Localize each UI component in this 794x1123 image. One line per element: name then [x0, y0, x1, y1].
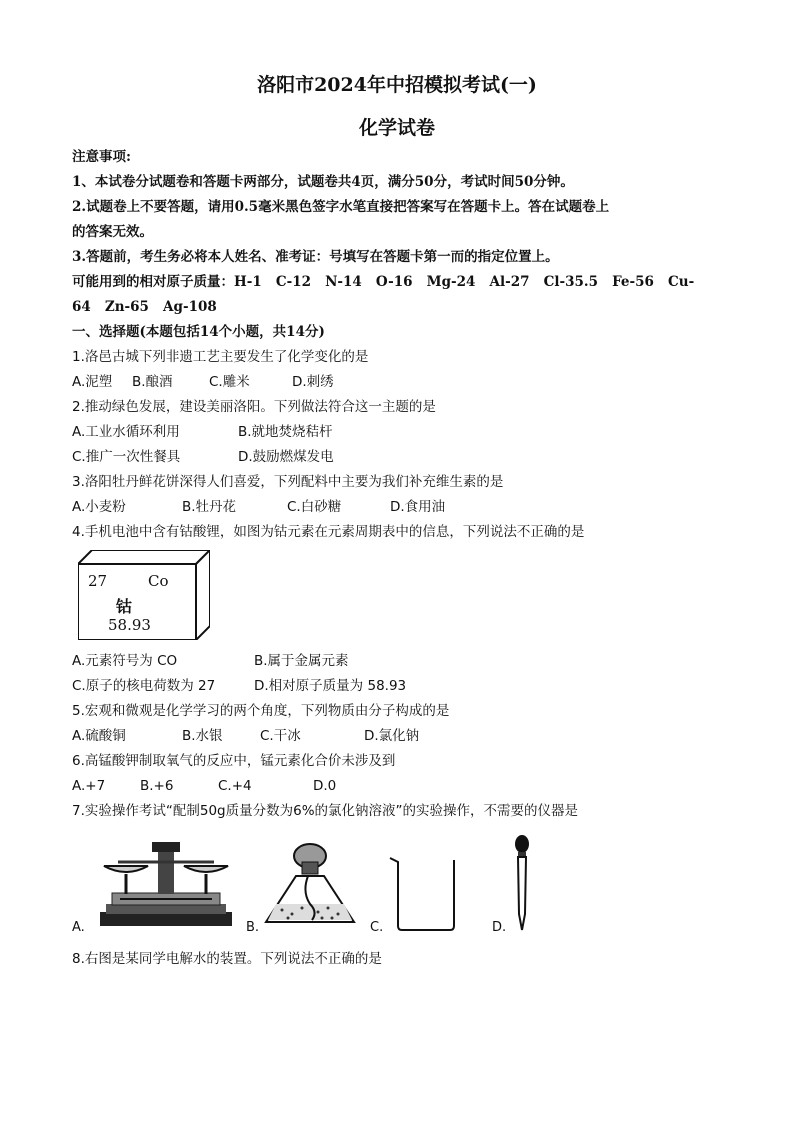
- q3-option-b: B.牡丹花: [182, 499, 237, 515]
- q7-option-a: A.: [72, 920, 85, 935]
- notice-item-3: 3.答题前，考生务必将本人姓名、准考证：号填写在答题卡第一而的指定位置上。: [72, 249, 559, 265]
- q2-option-b: B.就地焚烧秸杆: [238, 424, 333, 440]
- question-6-options: [72, 777, 336, 795]
- q5-option-b: B.水银: [182, 728, 223, 744]
- question-3-options: [72, 498, 445, 516]
- q1-option-c: C.雕米: [209, 374, 250, 390]
- notice-item-2: 2.试题卷上不要答题，请用0.5毫米黑色签字水笔直接把答案写在答题卡上。答在试题卷上: [72, 199, 610, 215]
- q5-option-d: D.氯化钠: [364, 728, 420, 744]
- q6-option-a: A.+7: [72, 778, 106, 794]
- atomic-mass-line-2: 64 Zn-65 Ag-108: [72, 299, 217, 315]
- alcohol-lamp-icon: [262, 842, 358, 934]
- q3-option-c: C.白砂糖: [287, 499, 342, 515]
- question-2-stem: 2.推动绿色发展，建设美丽洛阳。下列做法符合这一主题的是: [72, 399, 436, 415]
- exam-title: 洛阳市2024年中招模拟考试(一): [257, 74, 537, 96]
- q1-option-a: A.泥塑: [72, 374, 113, 390]
- q3-option-d: D.食用油: [390, 499, 446, 515]
- atomic-mass: 58.93: [108, 616, 151, 634]
- q4-option-a: A.元素符号为 CO: [72, 653, 178, 669]
- q1-option-d: D.刺绣: [292, 374, 334, 390]
- q5-option-c: C.干冰: [260, 728, 301, 744]
- question-5-options: [72, 727, 419, 745]
- question-1-options: [72, 373, 334, 391]
- beaker-icon: [388, 856, 464, 932]
- question-5-stem: 5.宏观和微观是化学学习的两个角度，下列物质由分子构成的是: [72, 703, 450, 719]
- element-name: 钴: [116, 597, 133, 616]
- question-2-options-row1: [72, 423, 333, 441]
- question-2-options-row2: [72, 448, 334, 466]
- exam-subject: 化学试卷: [358, 117, 435, 139]
- q6-option-b: B.+6: [140, 778, 174, 794]
- q7-option-d: D.: [492, 920, 507, 935]
- q2-option-a: A.工业水循环利用: [72, 424, 180, 440]
- periodic-table-cell: [78, 550, 210, 640]
- question-4-options-row2: [72, 677, 406, 695]
- notice-item-2-cont: 的答案无效。: [72, 224, 153, 240]
- question-1-stem: 1.洛邑古城下列非遗工艺主要发生了化学变化的是: [72, 349, 369, 365]
- atomic-number: 27: [88, 572, 108, 590]
- question-4-options-row1: [72, 652, 349, 670]
- q4-option-d: D.相对原子质量为 58.93: [254, 678, 407, 694]
- balance-scale-icon: [96, 838, 236, 930]
- q6-option-c: C.+4: [218, 778, 252, 794]
- element-symbol: Co: [148, 572, 169, 590]
- q6-option-d: D.0: [313, 778, 337, 794]
- q1-option-b: B.酿酒: [132, 374, 173, 390]
- section-heading: 一、选择题(本题包括14个小题，共14分): [72, 324, 325, 340]
- dropper-icon: [510, 834, 534, 934]
- question-7-stem: 7.实验操作考试“配制50g质量分数为6%的氯化钠溶液”的实验操作，不需要的仪器是: [72, 803, 579, 819]
- q5-option-a: A.硫酸铜: [72, 728, 126, 744]
- question-6-stem: 6.高锰酸钾制取氧气的反应中，锰元素化合价未涉及到: [72, 753, 396, 769]
- question-3-stem: 3.洛阳牡丹鲜花饼深得人们喜爱，下列配料中主要为我们补充维生素的是: [72, 474, 504, 490]
- q7-option-b: B.: [246, 920, 260, 935]
- q3-option-a: A.小麦粉: [72, 499, 126, 515]
- q2-option-d: D.鼓励燃煤发电: [238, 449, 334, 465]
- q4-option-b: B.属于金属元素: [254, 653, 349, 669]
- notice-heading: 注意事项:: [72, 149, 131, 165]
- notice-item-1: 1、本试卷分试题卷和答题卡两部分，试题卷共4页，满分50分，考试时间50分钟。: [72, 174, 574, 190]
- question-4-stem: 4.手机电池中含有钴酸锂，如图为钴元素在元素周期表中的信息，下列说法不正确的是: [72, 524, 585, 540]
- question-8-stem: 8.右图是某同学电解水的装置。下列说法不正确的是: [72, 951, 382, 967]
- q7-option-c: C.: [370, 920, 384, 935]
- atomic-mass-line-1: 可能用到的相对原子质量：H-1 C-12 N-14 O-16 Mg-24 Al-27 Cl-35.5 Fe-56 Cu-: [72, 274, 695, 290]
- q4-option-c: C.原子的核电荷数为 27: [72, 678, 216, 694]
- q2-option-c: C.推广一次性餐具: [72, 449, 181, 465]
